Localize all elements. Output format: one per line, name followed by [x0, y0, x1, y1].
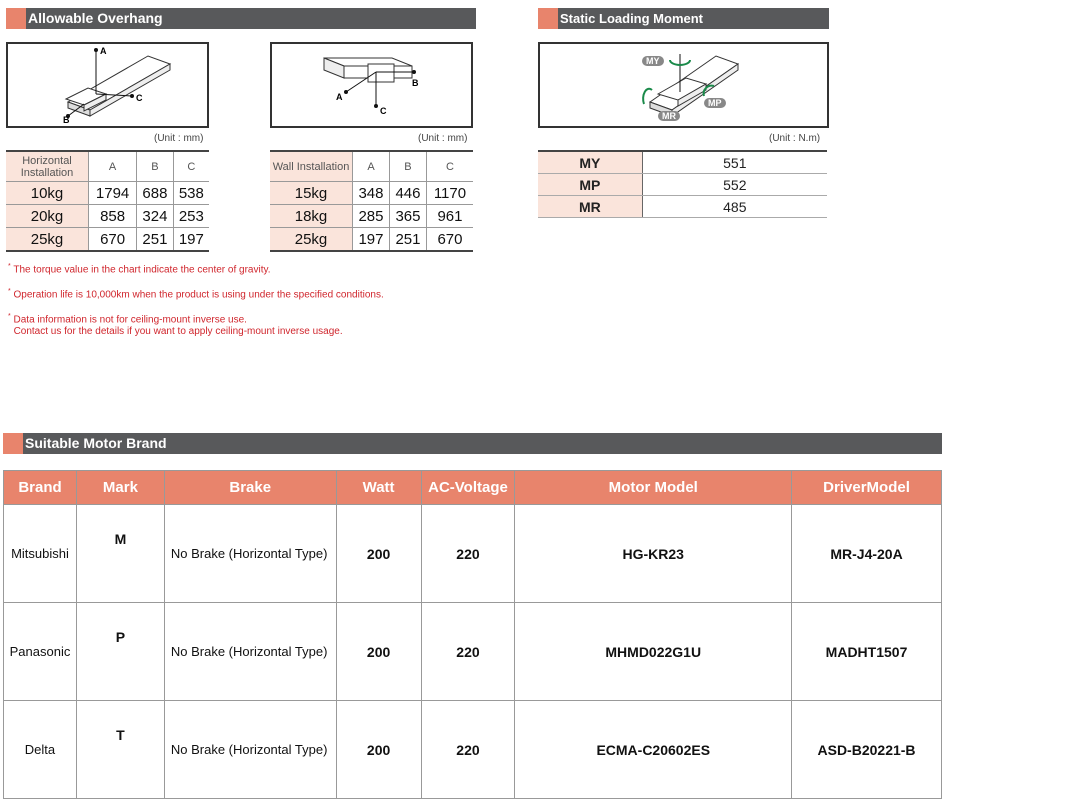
label-mp: MP	[708, 98, 722, 108]
note-ceiling-mount: * Data information is not for ceiling-mount inverse use. Contact us for the details if you want to apply ceiling-mount inverse usage.	[8, 313, 343, 338]
table-header: Wall Installation	[270, 151, 353, 182]
table-row: 15kg 348 446 1170	[270, 182, 473, 205]
table-header: C	[426, 151, 473, 182]
motor-brand-table	[3, 470, 942, 799]
table-row: MR 485	[538, 196, 827, 218]
table-header-row	[4, 471, 942, 505]
label-a: A	[336, 92, 343, 102]
label-mr: MR	[662, 111, 676, 121]
table-row: 10kg 1794 688 538	[6, 182, 209, 205]
unit-label-wall: (Unit : mm)	[418, 133, 468, 144]
static-moment-figure	[538, 42, 829, 128]
note-torque: * The torque value in the chart indicate the center of gravity.	[8, 263, 271, 276]
note-operation-life: * Operation life is 10,000km when the product is using under the specified conditions.	[8, 288, 384, 301]
table-row: Mitsubishi M No Brake (Horizontal Type) 200 220 HG-KR23 MR-J4-20A	[4, 505, 942, 603]
table-row: 18kg 285 365 961	[270, 205, 473, 228]
allowable-overhang-header: Allowable Overhang	[6, 8, 476, 29]
column-header: DriverModel	[792, 471, 942, 505]
table-row: MY 551	[538, 151, 827, 174]
table-header: Horizontal Installation	[6, 151, 89, 182]
table-header: A	[353, 151, 390, 182]
label-b: B	[412, 78, 419, 88]
wall-overhang-table	[270, 150, 473, 252]
table-header: A	[89, 151, 137, 182]
table-header: C	[173, 151, 209, 182]
table-header: B	[137, 151, 174, 182]
static-moment-table	[538, 150, 827, 218]
column-header: AC-Voltage	[421, 471, 515, 505]
horizontal-install-figure	[6, 42, 209, 128]
label-c: C	[380, 106, 387, 116]
horizontal-overhang-table	[6, 150, 209, 252]
motor-brand-header: Suitable Motor Brand	[3, 433, 942, 454]
unit-label-moment: (Unit : N.m)	[769, 133, 821, 144]
static-moment-header: Static Loading Moment	[538, 8, 829, 29]
label-c: C	[136, 93, 143, 103]
table-header: B	[389, 151, 426, 182]
column-header: Brake	[164, 471, 336, 505]
table-row: 25kg 670 251 197	[6, 228, 209, 252]
column-header: Watt	[336, 471, 421, 505]
column-header: Brand	[4, 471, 77, 505]
table-row: MP 552	[538, 174, 827, 196]
unit-label-horizontal: (Unit : mm)	[154, 133, 204, 144]
column-header: Mark	[76, 471, 164, 505]
table-row: Panasonic P No Brake (Horizontal Type) 200 220 MHMD022G1U MADHT1507	[4, 603, 942, 701]
label-b: B	[63, 115, 70, 125]
table-row: Delta T No Brake (Horizontal Type) 200 220 ECMA-C20602ES ASD-B20221-B	[4, 701, 942, 799]
table-row: 25kg 197 251 670	[270, 228, 473, 252]
label-a: A	[100, 46, 107, 56]
label-my: MY	[646, 56, 660, 66]
column-header: Motor Model	[515, 471, 792, 505]
wall-install-figure	[270, 42, 473, 128]
table-row: 20kg 858 324 253	[6, 205, 209, 228]
